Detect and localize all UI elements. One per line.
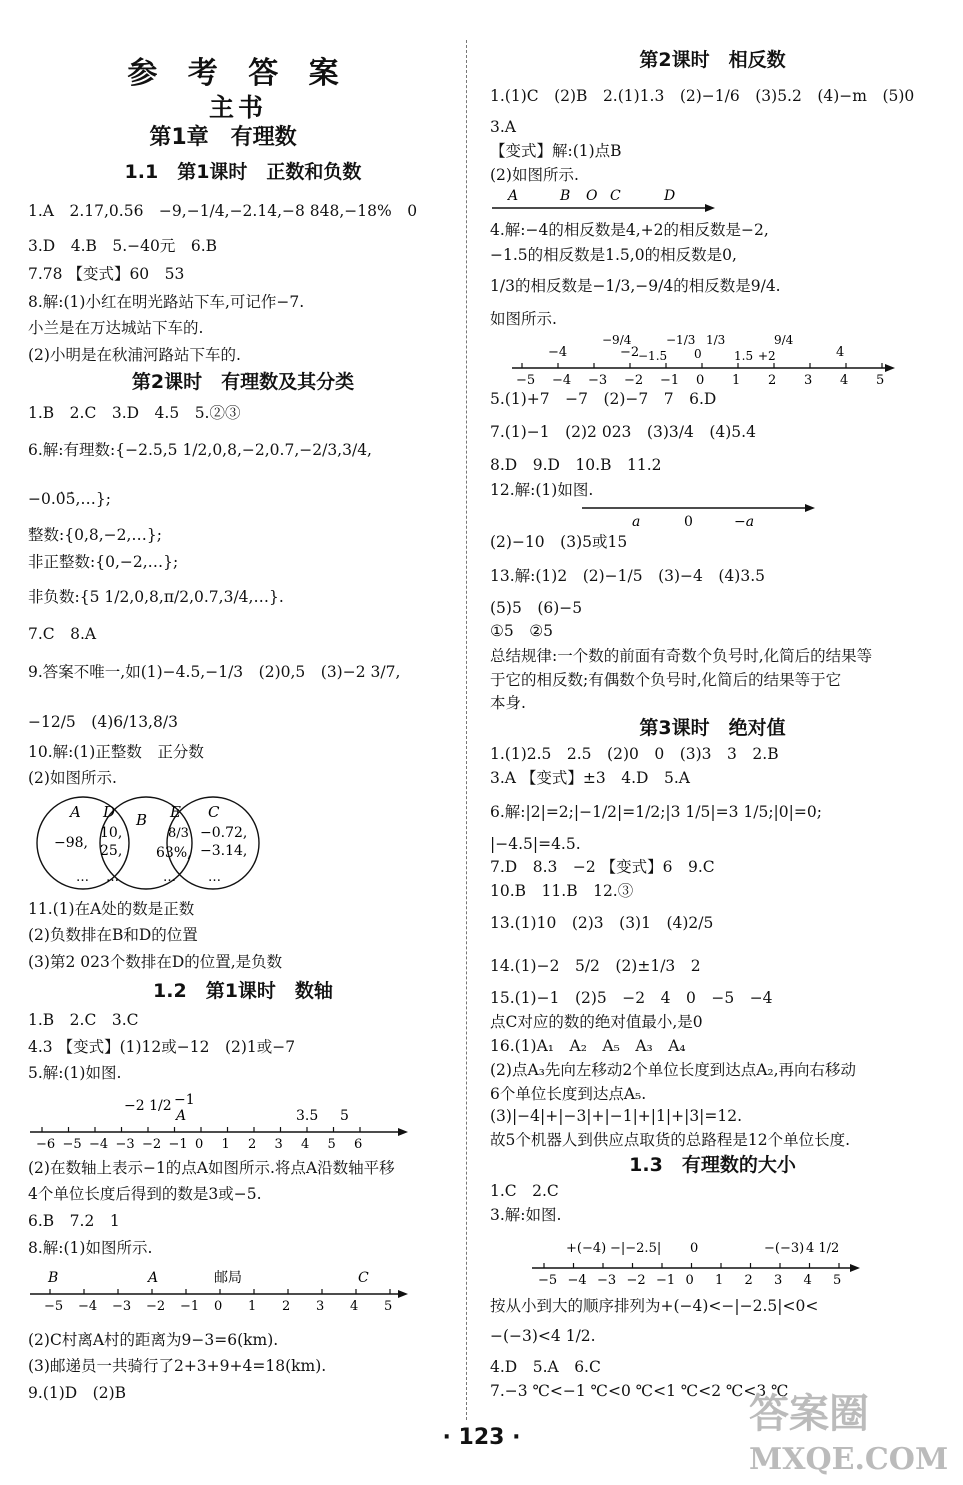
venn-c-dots: … <box>208 870 221 885</box>
axis-tick-label: 5 <box>327 1137 336 1152</box>
axis-tick-label: −5 <box>538 1273 558 1288</box>
axis-tick-label: −4 <box>552 373 572 388</box>
answer-line: 3.A 【变式】±3 4.D 5.A <box>490 769 690 787</box>
answer-line: 4个单位长度后得到的数是3或−5. <box>28 1185 262 1203</box>
axis3-label: A <box>508 188 519 204</box>
axis-tick-label: 4 <box>840 373 849 388</box>
axis4-label: 9/4 <box>774 333 794 347</box>
axis-tick-label: −6 <box>36 1137 56 1152</box>
venn-label-e: E <box>170 803 181 821</box>
axis1-label: A <box>176 1108 187 1124</box>
axis-tick-label: 2 <box>248 1137 257 1152</box>
answer-line: −12/5 (4)6/13,8/3 <box>28 713 178 731</box>
axis-tick-label: 0 <box>685 1273 694 1288</box>
answer-line: (3)第2 023个数排在D的位置,是负数 <box>28 953 283 971</box>
axis1-label: −2 1/2 <box>124 1098 172 1114</box>
answer-line: 故5个机器人到供应点取货的总路程是12个单位长度. <box>490 1131 851 1149</box>
axis5-label: −a <box>734 514 755 530</box>
section-title: 第2课时 有理数及其分类 <box>131 371 355 393</box>
axis-tick-label: −1 <box>180 1299 200 1314</box>
column-divider <box>466 40 467 1420</box>
axis-tick-label: 2 <box>768 373 777 388</box>
answer-line: 16.(1)A₁ A₂ A₅ A₃ A₄ <box>490 1037 686 1055</box>
answer-line: 10.解:(1)正整数 正分数 <box>28 743 204 761</box>
axis-tick-label: 1 <box>715 1273 724 1288</box>
axis-tick-label: −5 <box>516 373 536 388</box>
answer-line: (3)|−4|+|−3|+|−1|+|1|+|3|=12. <box>490 1107 743 1125</box>
answer-line: 3.解:如图. <box>490 1206 562 1224</box>
answer-line: 4.3 【变式】(1)12或−12 (2)1或−7 <box>28 1038 296 1056</box>
axis4-label: 0 <box>694 347 702 361</box>
answer-line: (2)如图所示. <box>490 166 579 184</box>
axis-tick-label: −5 <box>44 1299 64 1314</box>
answer-line: 1.A 2.17,0.56 −9,−1/4,−2.14,−8 848,−18% 0 <box>28 202 418 220</box>
venn-label-c: C <box>208 803 220 821</box>
number-line-2 <box>28 1264 408 1320</box>
answer-line: 1/3的相反数是−1/3,−9/4的相反数是9/4. <box>490 277 781 295</box>
answer-line: (2)小明是在秋浦河路站下车的. <box>28 346 241 364</box>
axis-tick-label: 2 <box>744 1273 753 1288</box>
watermark-logo <box>739 1379 949 1479</box>
venn-a-val: −98, <box>54 835 88 851</box>
venn-d-val: 10, <box>100 825 123 841</box>
axis5-label: 0 <box>684 514 693 530</box>
answer-line: 6.解:|2|=2;|−1/2|=1/2;|3 1/5|=3 1/5;|0|=0; <box>490 803 822 821</box>
answer-line: 7.78 【变式】60 53 <box>28 265 185 283</box>
venn-c-val: −0.72, <box>200 825 248 841</box>
chapter-title: 第1章 有理数 <box>149 125 297 150</box>
answer-line: −(−3)<4 1/2. <box>490 1327 596 1345</box>
answer-line: (2)点A₃先向左移动2个单位长度到达点A₂,再向右移动 <box>490 1061 857 1079</box>
number-line-3 <box>490 186 720 216</box>
answer-line: 3.D 4.B 5.−40元 6.B <box>28 237 218 255</box>
number-line-4 <box>490 328 900 392</box>
answer-line: 7.C 8.A <box>28 625 97 643</box>
section-title: 1.3 有理数的大小 <box>629 1154 796 1176</box>
venn-label-a: A <box>70 803 81 821</box>
axis-tick-label: 0 <box>696 373 705 388</box>
answer-line: 11.(1)在A处的数是正数 <box>28 900 195 918</box>
axis-tick-label: −2 <box>146 1299 166 1314</box>
axis-tick-label: 6 <box>354 1137 363 1152</box>
answer-line: 8.D 9.D 10.B 11.2 <box>490 456 662 474</box>
answer-line: 1.B 2.C 3.D 4.5 5.②③ <box>28 404 241 422</box>
answer-line: 非负数:{5 1/2,0,8,π/2,0.7,3/4,…}. <box>28 588 284 606</box>
answer-line: 1.(1)2.5 2.5 (2)0 0 (3)3 3 2.B <box>490 745 779 763</box>
answer-line: (3)邮递员一共骑行了2+3+9+4=18(km). <box>28 1357 327 1375</box>
axis6-label: +(−4) <box>566 1241 607 1256</box>
answer-line: (2)在数轴上表示−1的点A如图所示.将点A沿数轴平移 <box>28 1159 395 1177</box>
answer-line: 3.A <box>490 118 516 136</box>
venn-d-val: 25, <box>100 843 123 859</box>
axis-tick-label: 4 <box>803 1273 812 1288</box>
answer-line: ①5 ②5 <box>490 622 554 640</box>
axis-tick-label: 3 <box>774 1273 783 1288</box>
axis-tick-label: 5 <box>384 1299 393 1314</box>
answer-line: 6个单位长度到达点A₅. <box>490 1085 647 1103</box>
axis-tick-label: −2 <box>142 1137 162 1152</box>
axis-tick-label: −1 <box>660 373 680 388</box>
answer-line: 本身. <box>490 694 526 712</box>
answer-line: 如图所示. <box>490 310 557 328</box>
section-title: 第2课时 相反数 <box>639 49 786 71</box>
answer-line: 整数:{0,8,−2,…}; <box>28 526 163 544</box>
axis-tick-label: −3 <box>597 1273 617 1288</box>
number-line-6 <box>530 1228 870 1292</box>
answer-line: 【变式】解:(1)点B <box>490 142 622 160</box>
axis-tick-label: 5 <box>876 373 885 388</box>
answer-line: (2)−10 (3)5或15 <box>490 533 628 551</box>
answer-line: 15.(1)−1 (2)5 −2 4 0 −5 −4 <box>490 989 773 1007</box>
section-title: 1.2 第1课时 数轴 <box>153 980 333 1002</box>
axis4-label: 4 <box>836 345 845 360</box>
answer-line: 14.(1)−2 5/2 (2)±1/3 2 <box>490 957 701 975</box>
axis-tick-label: 5 <box>833 1273 842 1288</box>
answer-line: −0.0̇5̇,…}; <box>28 490 112 508</box>
answer-line: 1.C 2.C <box>490 1182 559 1200</box>
venn-label-b: B <box>136 811 148 829</box>
axis-tick-label: 1 <box>221 1137 230 1152</box>
section-title: 1.1 第1课时 正数和负数 <box>124 161 362 183</box>
answer-line: (2)如图所示. <box>28 769 117 787</box>
answer-line: 1.(1)C (2)B 2.(1)1.3 (2)−1/6 (3)5.2 (4)−m (5)0 <box>490 87 915 105</box>
answer-line: 小兰是在万达城站下车的. <box>28 319 204 337</box>
axis-tick-label: 3 <box>804 373 813 388</box>
answer-line: (2)负数排在B和D的位置 <box>28 926 198 944</box>
axis-tick-label: −3 <box>588 373 608 388</box>
answer-line: 8.解:(1)小红在明光路站下车,可记作−7. <box>28 293 305 311</box>
axis-tick-label: 1 <box>732 373 741 388</box>
page-number: · 123 · <box>442 1425 521 1450</box>
page-subtitle: 主书 <box>208 93 267 122</box>
axis-tick-label: −1 <box>168 1137 188 1152</box>
axis4-label: +2 <box>758 349 776 363</box>
answer-line: −1.5的相反数是1.5,0的相反数是0, <box>490 246 737 264</box>
answer-line: 7.(1)−1 (2)2 023 (3)3/4 (4)5.4 <box>490 423 756 441</box>
axis1-label: 3.5 <box>296 1108 319 1124</box>
axis5-label: a <box>632 514 641 530</box>
answer-line: 非正整数:{0,−2,…}; <box>28 553 179 571</box>
axis-tick-label: −2 <box>626 1273 646 1288</box>
venn-c-val: −3.14, <box>200 843 248 859</box>
answer-line: 8.解:(1)如图所示. <box>28 1239 153 1257</box>
axis-tick-label: 3 <box>274 1137 283 1152</box>
axis-tick-label: 3 <box>316 1299 325 1314</box>
axis-tick-label: 0 <box>214 1299 223 1314</box>
answer-line: 13.(1)10 (2)3 (3)1 (4)2/5 <box>490 914 714 932</box>
axis-tick-label: 4 <box>301 1137 310 1152</box>
axis6-label: −|−2.5| <box>610 1241 662 1256</box>
venn-e-val: 8/3 <box>168 826 189 841</box>
axis3-label: O <box>586 188 598 204</box>
number-line-1 <box>28 1088 408 1154</box>
answer-line: 4.解:−4的相反数是4,+2的相反数是−2, <box>490 221 769 239</box>
answer-line: 4.D 5.A 6.C <box>490 1358 601 1376</box>
watermark-top: 答案圈 <box>749 1390 869 1437</box>
answer-line: 于它的相反数;有偶数个负号时,化简后的结果等于它 <box>490 671 842 689</box>
axis2-label: 邮局 <box>214 1270 242 1286</box>
answer-line: 5.(1)+7 −7 (2)−7 7 6.D <box>490 390 717 408</box>
answer-line: |−4.5|=4.5. <box>490 835 581 853</box>
answer-line: (2)C村离A村的距离为9−3=6(km). <box>28 1331 279 1349</box>
axis-tick-label: −4 <box>567 1273 587 1288</box>
axis4-label: −4 <box>548 345 568 360</box>
answer-line: 6.解:有理数:{−2.5,5 1/2,0,8,−2,0.7,−2/3,3/4, <box>28 441 372 459</box>
axis4-label: −1.5 <box>638 349 668 363</box>
axis3-label: C <box>610 188 621 204</box>
axis-tick-label: 2 <box>282 1299 291 1314</box>
axis-tick-label: −5 <box>62 1137 82 1152</box>
answer-line: 13.解:(1)2 (2)−1/5 (3)−4 (4)3.5 <box>490 567 765 585</box>
venn-label-d: D <box>103 803 116 821</box>
axis4-label: −2 <box>620 345 640 360</box>
answer-line: 总结规律:一个数的前面有奇数个负号时,化简后的结果等 <box>490 647 873 665</box>
axis3-label: B <box>560 188 571 204</box>
axis3-label: D <box>664 188 676 204</box>
answer-line: 7.D 8.3 −2 【变式】6 9.C <box>490 858 715 876</box>
venn-a-dots: … <box>76 870 89 885</box>
axis2-label: A <box>148 1270 159 1286</box>
axis6-label: 0 <box>690 1241 699 1256</box>
axis2-label: B <box>48 1270 59 1286</box>
answer-line: 9.(1)D (2)B <box>28 1384 127 1402</box>
axis4-label: 1.5 <box>734 349 754 363</box>
axis6-label: 4 1/2 <box>806 1241 840 1256</box>
venn-d-dots: … <box>106 870 119 885</box>
answer-line: 5.解:(1)如图. <box>28 1064 122 1082</box>
axis-tick-label: −1 <box>656 1273 676 1288</box>
answer-line: 点C对应的数的绝对值最小,是0 <box>490 1013 703 1031</box>
axis2-label: C <box>358 1270 369 1286</box>
axis-tick-label: 4 <box>350 1299 359 1314</box>
axis-tick-label: −2 <box>624 373 644 388</box>
venn-e-val: 63%, <box>156 845 192 861</box>
axis-tick-label: −4 <box>78 1299 98 1314</box>
axis-tick-label: −4 <box>89 1137 109 1152</box>
axis4-label: −1/3 <box>666 333 696 347</box>
answer-line: 12.解:(1)如图. <box>490 481 594 499</box>
axis-tick-label: −3 <box>115 1137 135 1152</box>
axis1-label: 5 <box>340 1108 349 1124</box>
axis4-label: 1/3 <box>706 333 726 347</box>
answer-line: (5)5 (6)−5 <box>490 599 583 617</box>
answer-line: 按从小到大的顺序排列为+(−4)<−|−2.5|<0< <box>490 1297 819 1315</box>
watermark-bottom: MXQE.COM <box>749 1442 949 1477</box>
axis4-label: −9/4 <box>602 333 632 347</box>
axis-tick-label: 1 <box>248 1299 257 1314</box>
venn-e-dots: … <box>163 870 176 885</box>
answer-line: 10.B 11.B 12.③ <box>490 882 634 900</box>
axis6-label: −(−3) <box>764 1241 805 1256</box>
page-title: 参 考 答 案 <box>127 56 349 91</box>
answer-line: 7.−3 ℃<−1 ℃<0 ℃<1 ℃<2 ℃<3 ℃ <box>490 1382 789 1400</box>
number-line-5 <box>580 500 820 530</box>
axis-tick-label: 0 <box>195 1137 204 1152</box>
axis-tick-label: −3 <box>112 1299 132 1314</box>
venn-diagram <box>28 795 268 895</box>
answer-line: 9.答案不唯一,如(1)−4.5,−1/3 (2)0,5 (3)−2 3/7, <box>28 663 401 681</box>
section-title: 第3课时 绝对值 <box>639 717 786 739</box>
answer-line: 6.B 7.2 1 <box>28 1212 120 1230</box>
answer-line: 1.B 2.C 3.C <box>28 1011 139 1029</box>
axis1-label: −1 <box>174 1092 195 1108</box>
